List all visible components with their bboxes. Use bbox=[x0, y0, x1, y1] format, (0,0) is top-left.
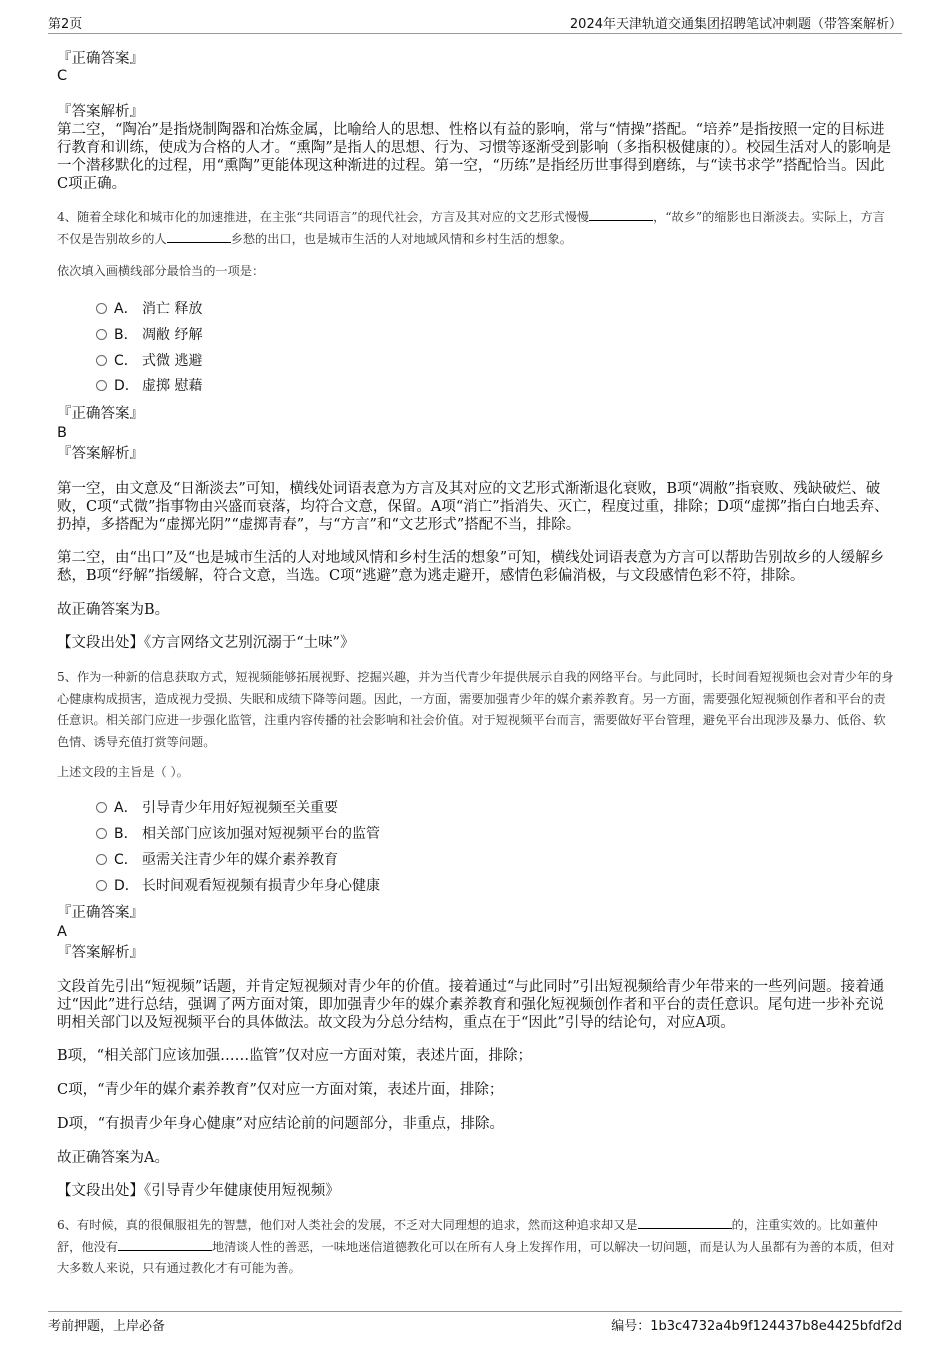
q5-option-b[interactable]: B． 相关部门应该加强对短视频平台的监管 bbox=[96, 825, 380, 843]
footer-slogan: 考前押题，上岸必备 bbox=[48, 1319, 166, 1334]
q5-option-c[interactable]: C． 亟需关注青少年的媒介素养教育 bbox=[96, 851, 338, 869]
q4-answer-label: 『正确答案』 bbox=[57, 406, 144, 422]
q5-option-a[interactable]: A． 引导青少年用好短视频至关重要 bbox=[96, 799, 338, 817]
radio-icon[interactable] bbox=[96, 355, 107, 366]
q3-answer: C bbox=[57, 68, 68, 84]
q5-option-d[interactable]: D． 长时间观看短视频有损青少年身心健康 bbox=[96, 877, 380, 895]
q6-stem: 6、有时候，真的很佩服祖先的智慧，他们对人类社会的发展，不乏对大同理想的追求，然而这种追求却又是 的，注重实效的。比如董仲舒，他没有 地清谈人性的善恶，一味地迷信道德教化可以在所有人身上发挥作用，可以解决一切问题，而是认为人虽都有为善的本质，但对大多数人来说，只有通过教化才有可能为善。 bbox=[57, 1215, 897, 1280]
q3-analysis: 第二空，“陶冶”是指烧制陶器和冶炼金属，比喻给人的思想、性格以有益的影响，常与“情操”搭配。“培养”是指按照一定的目标进行教育和训练，使成为合格的人才。“熏陶”是指人的思想、行为、习惯等逐渐受到影响（多指积极健康的）。校园生活对人的影响是一个潜移默化的过程，用“熏陶”更能体现这种渐进的过程。第一空，“历练”是指经历世事得到磨练，与“读书求学”搭配恰当。因此C项正确。 bbox=[57, 122, 892, 192]
page-header bbox=[48, 13, 902, 34]
footer-id: 编号：1b3c4732a4b9f124437b8e4425bfdf2d bbox=[611, 1319, 902, 1334]
q5-conclusion: 故正确答案为A。 bbox=[57, 1150, 169, 1166]
radio-icon[interactable] bbox=[96, 828, 107, 839]
q4-blank-1 bbox=[589, 207, 653, 221]
page-number: 第2页 bbox=[48, 17, 83, 32]
q5-prompt: 上述文段的主旨是（ ）。 bbox=[57, 765, 189, 779]
radio-icon[interactable] bbox=[96, 303, 107, 314]
radio-icon[interactable] bbox=[96, 880, 107, 891]
q4-answer: B bbox=[57, 425, 67, 441]
radio-icon[interactable] bbox=[96, 380, 107, 391]
q4-blank-2 bbox=[167, 229, 231, 243]
radio-icon[interactable] bbox=[96, 802, 107, 813]
q3-analysis-label: 『答案解析』 bbox=[57, 104, 144, 120]
q5-analysis-4: D项，“有损青少年身心健康”对应结论前的问题部分，非重点，排除。 bbox=[57, 1116, 504, 1132]
q6-blank-1 bbox=[638, 1215, 732, 1229]
q5-analysis-1: 文段首先引出“短视频”话题，并肯定短视频对青少年的价值。接着通过“与此同时”引出短视频给青少年带来的一些列问题。接着通过“因此”进行总结，强调了两方面对策，即加强青少年的媒介素养教育和强化短视频创作者和平台的责任意识。尾句进一步补充说明相关部门以及短视频平台的具体做法。故文段为分总分结构，重点在于“因此”引导的结论句，对应A项。 bbox=[57, 979, 885, 1031]
q4-conclusion: 故正确答案为B。 bbox=[57, 602, 170, 618]
q5-analysis-2: B项，“相关部门应该加强……监管”仅对应一方面对策，表述片面，排除； bbox=[57, 1048, 532, 1064]
q5-stem: 5、作为一种新的信息获取方式，短视频能够拓展视野、挖掘兴趣，并为当代青少年提供展示自我的网络平台。与此同时，长时间看短视频也会对青少年的身心健康构成损害，造成视力受损、失眠和成绩下降等问题。因此，一方面，需要加强青少年的媒介素养教育。另一方面，需要强化短视频创作者和平台的责任意识。相关部门应进一步强化监管，注重内容传播的社会影响和社会价值。对于短视频平台而言，需要做好平台管理，避免平台出现涉及暴力、低俗、软色情、诱导充值打赏等问题。 bbox=[57, 670, 894, 749]
q4-analysis-label: 『答案解析』 bbox=[57, 446, 144, 462]
q4-source: 【文段出处】《方言网络文艺别沉溺于“土味”》 bbox=[57, 635, 355, 651]
q4-option-c[interactable]: C． 式微 逃避 bbox=[96, 352, 202, 370]
q5-answer-label: 『正确答案』 bbox=[57, 905, 144, 921]
q3-answer-label: 『正确答案』 bbox=[57, 51, 144, 67]
q4-option-d[interactable]: D． 虚掷 慰藉 bbox=[96, 377, 202, 395]
q4-option-b[interactable]: B． 凋敝 纾解 bbox=[96, 326, 202, 344]
q4-option-a[interactable]: A． 消亡 释放 bbox=[96, 300, 202, 318]
q4-analysis-1: 第一空，由文意及“日渐淡去”可知，横线处词语表意为方言及其对应的文艺形式渐渐退化衰败，B项“凋敝”指衰败、残缺破烂、破败，C项“式微”指事物由兴盛而衰落，均符合文意，保留。A项“消亡”指消失、灭亡，程度过重，排除；D项“虚掷”指白白地丢弃、扔掉，多搭配为“虚掷光阴”“虚掷青春”，与“方言”和“文艺形式”搭配不当，排除。 bbox=[57, 481, 889, 533]
q4-prompt: 依次填入画横线部分最恰当的一项是： bbox=[57, 264, 265, 278]
q5-answer: A bbox=[57, 924, 67, 940]
radio-icon[interactable] bbox=[96, 329, 107, 340]
page-footer bbox=[48, 1311, 902, 1337]
radio-icon[interactable] bbox=[96, 854, 107, 865]
q6-blank-2 bbox=[118, 1237, 212, 1251]
q5-source: 【文段出处】《引导青少年健康使用短视频》 bbox=[57, 1183, 340, 1199]
q4-analysis-2: 第二空，由“出口”及“也是城市生活的人对地域风情和乡村生活的想象”可知，横线处词语表意为方言可以帮助告别故乡的人缓解乡愁，B项“纾解”指缓解，符合文意，当选。C项“逃避”意为逃走避开，感情色彩偏消极，与文段感情色彩不符，排除。 bbox=[57, 550, 885, 584]
q4-stem: 4、随着全球化和城市化的加速推进，在主张“共同语言”的现代社会，方言及其对应的文艺形式慢慢 ，“故乡”的缩影也日渐淡去。实际上，方言不仅是告别故乡的人 乡愁的出口，也是城市生活的人对地域风情和乡村生活的想象。 bbox=[57, 207, 897, 250]
q5-analysis-3: C项，“青少年的媒介素养教育”仅对应一方面对策，表述片面，排除； bbox=[57, 1082, 504, 1098]
q5-analysis-label: 『答案解析』 bbox=[57, 945, 144, 961]
document-title: 2024年天津轨道交通集团招聘笔试冲刺题（带答案解析） bbox=[569, 17, 902, 32]
